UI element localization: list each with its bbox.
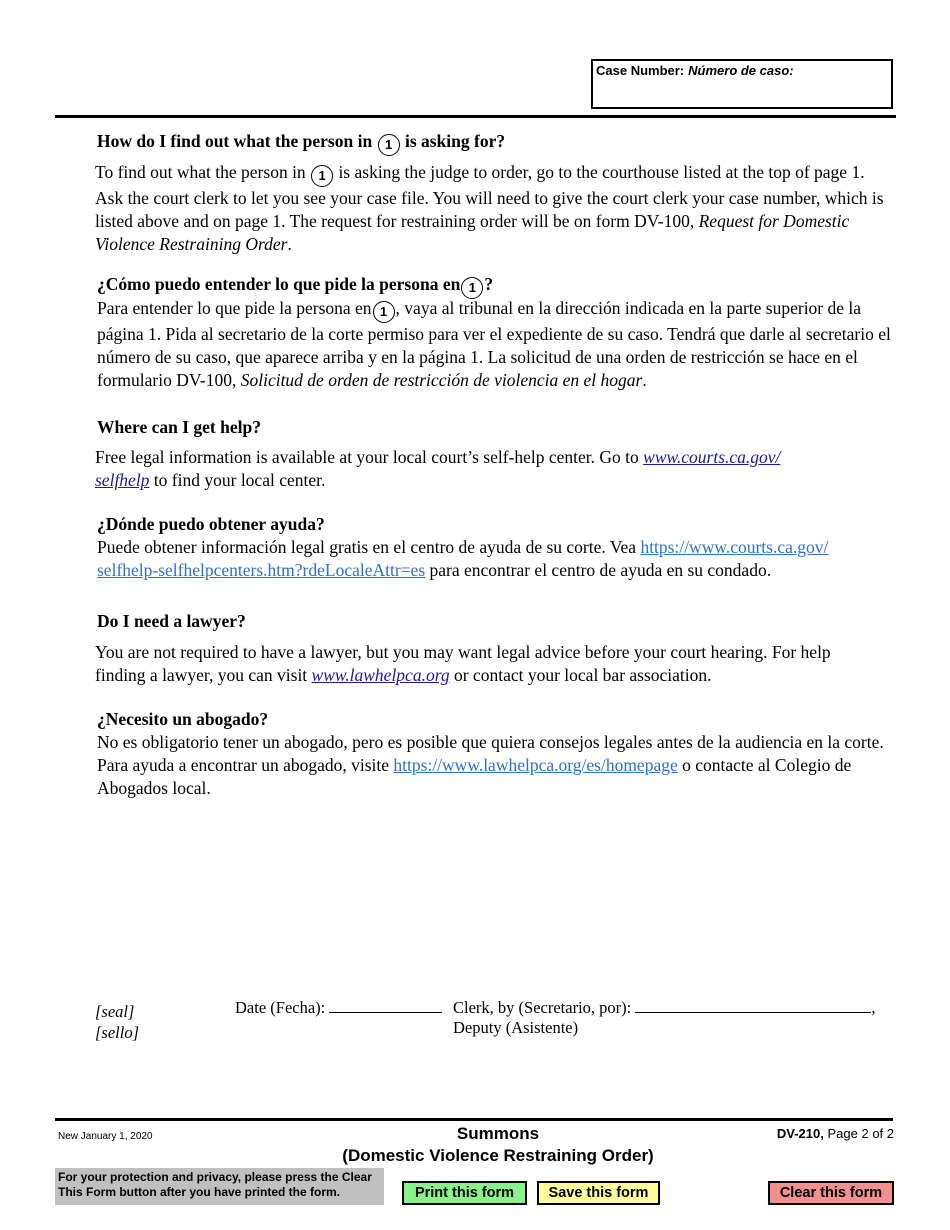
lawyer-paragraph: You are not required to have a lawyer, but you may want legal advice before your court hearing. For help finding a lawyer, you can visit www.lawhelpca.org or contact your local bar association.	[95, 642, 831, 685]
lawhelpca-link[interactable]: www.lawhelpca.org	[311, 665, 450, 685]
help-heading: Where can I get help?	[97, 417, 261, 437]
save-form-button[interactable]: Save this form	[537, 1181, 660, 1205]
case-number-field[interactable]	[596, 79, 888, 105]
lawyer-heading-es: ¿Necesito un abogado?	[97, 709, 269, 729]
item-number-badge: 1	[311, 165, 333, 187]
item-number-badge: 1	[461, 277, 483, 299]
print-form-button[interactable]: Print this form	[402, 1181, 527, 1205]
deputy-label: Deputy (Asistente)	[453, 1018, 579, 1037]
seal-label-es: [sello]	[95, 1023, 140, 1042]
revision-date: New January 1, 2020	[58, 1131, 153, 1142]
seal-label: [seal]	[95, 1002, 135, 1021]
find-out-heading: How do I find out what the person in 1 is asking for?	[97, 130, 505, 156]
courts-selfhelp-centers-link[interactable]: https://www.courts.ca.gov/ selfhelp-selfhelpcenters.htm?rdeLocaleAttr=es	[97, 537, 829, 580]
date-field-group	[235, 997, 442, 1018]
lawyer-heading: Do I need a lawyer?	[97, 611, 246, 631]
case-number-box	[591, 59, 893, 109]
courts-selfhelp-link[interactable]: www.courts.ca.gov/ selfhelp	[95, 447, 781, 490]
help-heading-es: ¿Dónde puedo obtener ayuda?	[97, 514, 325, 534]
find-out-heading-es: ¿Cómo puedo entender lo que pide la persona en 1 ?	[97, 273, 493, 299]
case-number-label-es: Número de caso:	[688, 63, 794, 78]
lawhelpca-es-link[interactable]: https://www.lawhelpca.org/es/homepage	[393, 755, 678, 775]
form-id: DV-210, Page 2 of 2	[776, 1126, 894, 1141]
date-input-line[interactable]	[329, 1012, 442, 1013]
clerk-input-line[interactable]	[635, 1012, 871, 1013]
help-paragraph-es: Puede obtener información legal gratis en el centro de ayuda de su corte. Vea https://www.courts.ca.gov/ selfhelp-selfhelpcenters.htm?rdeLocaleAttr=es para encontrar el centro de ayuda en su condado.	[97, 537, 829, 580]
clerk-label: Clerk, by (Secretario, por):	[453, 998, 632, 1017]
clerk-field-group: Clerk, by (Secretario, por): ,	[453, 998, 876, 1017]
form-title: Summons (Domestic Violence Restraining Order)	[342, 1124, 654, 1165]
item-number-badge: 1	[373, 301, 395, 323]
footer-divider	[55, 1118, 893, 1121]
item-number-badge: 1	[378, 134, 400, 156]
clear-form-button[interactable]: Clear this form	[768, 1181, 894, 1205]
lawyer-paragraph-es: No es obligatorio tener un abogado, pero es posible que quiera consejos legales antes de la audiencia en la corte. Para ayuda a encontrar un abogado, visite https://www.lawhelpca.org/es/homepage o contacte al Colegio de Abogados local.	[97, 732, 884, 798]
case-number-label: Case Number: Número de caso:	[596, 63, 794, 78]
find-out-paragraph: To find out what the person in 1 is asking the judge to order, go to the courthouse listed at the top of page 1. Ask the court clerk to let you see your case file. You will need to give the court clerk your case number, which is listed above and on page 1. The request for restraining order will be on form DV-100, Request for Domestic Violence Restraining Order.	[95, 162, 884, 254]
header-divider	[55, 115, 896, 118]
date-label: Date (Fecha):	[235, 998, 326, 1017]
help-paragraph: Free legal information is available at your local court’s self-help center. Go to www.courts.ca.gov/ selfhelp to find your local center.	[95, 447, 781, 490]
privacy-note: For your protection and privacy, please press the Clear This Form button after you have printed the form.	[55, 1168, 384, 1205]
find-out-paragraph-es: Para entender lo que pide la persona en 1 , vaya al tribunal en la dirección indicada en la parte superior de la página 1. Pida al secretario de la corte permiso para ver el expediente de su caso. Tendrá que darle al secretario el número de su caso, que aparece arriba y en la página 1. La solicitud de una orden de restricción se hace en el formulario DV-100, Solicitud de orden de restricción de violencia en el hogar.	[97, 298, 891, 390]
